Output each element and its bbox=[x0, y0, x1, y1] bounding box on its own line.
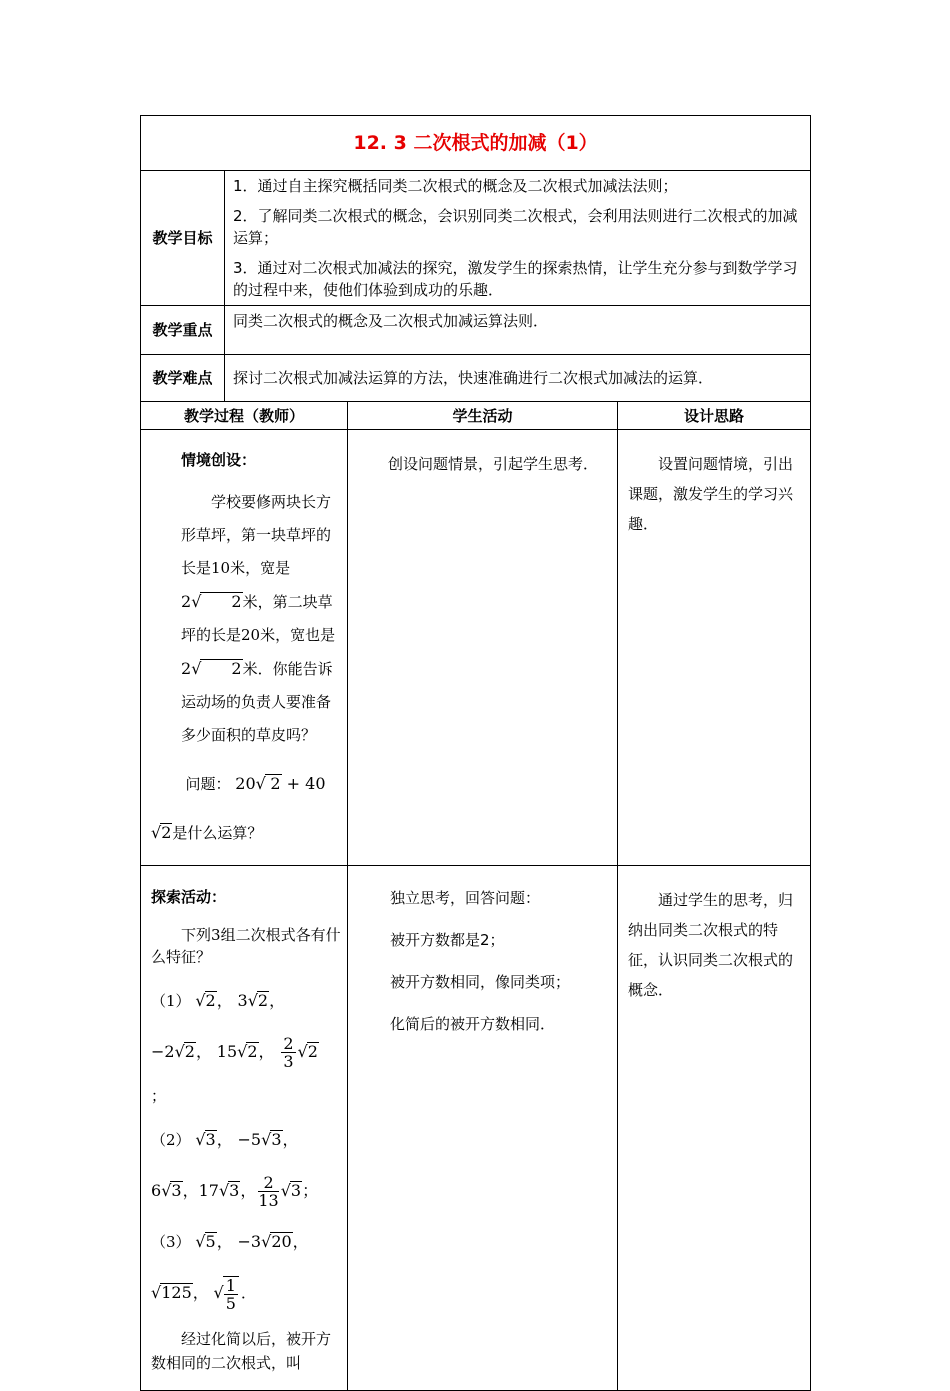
lesson-plan-table bbox=[140, 115, 811, 1391]
scenario-text: 学校要修两块长方形草坪，第一块草坪的长是10米，宽是2√ 2米，第二块草坪的长是20米，宽也是2√ 2米．你能告诉运动场的负责人要准备多少面积的草皮吗？ bbox=[181, 493, 336, 744]
explore-student-cell bbox=[348, 866, 618, 1391]
scenario-student-text: 创设问题情景，引起学生思考． bbox=[388, 455, 599, 473]
group-1: （1） √2， 3√2， bbox=[151, 991, 286, 1010]
group-3: （3） √5， −3√20， bbox=[151, 1232, 309, 1251]
scenario-heading: 情境创设： bbox=[181, 451, 257, 469]
column-header-teacher: 教学过程（教师） bbox=[141, 402, 348, 430]
objective-item: 2．了解同类二次根式的概念，会识别同类二次根式，会利用法则进行二次根式的加减运算； bbox=[233, 207, 798, 247]
scenario-question: 问题： 20√ 2 + 40 bbox=[185, 774, 326, 793]
objectives-label: 教学目标 bbox=[141, 171, 225, 306]
explore-heading: 探索活动： bbox=[151, 888, 227, 906]
group-2: （2） √3， −5√3， bbox=[151, 1130, 299, 1149]
column-header-design: 设计思路 bbox=[618, 402, 811, 430]
explore-design-cell bbox=[618, 866, 811, 1391]
difficulty-label: 教学难点 bbox=[141, 355, 225, 402]
student-line: 被开方数相同，像同类项； bbox=[390, 973, 571, 991]
scenario-design-cell bbox=[618, 430, 811, 866]
explore-tail: 经过化简以后，被开方数相同的二次根式，叫 bbox=[151, 1329, 332, 1372]
page-title: 12. 3 二次根式的加减（1） bbox=[353, 131, 598, 154]
student-line: 被开方数都是2； bbox=[390, 931, 505, 949]
objective-item: 3．通过对二次根式加减法的探究，激发学生的探索热情，让学生充分参与到数学学习的过程中来，使他们体验到成功的乐趣． bbox=[233, 259, 798, 299]
scenario-design-text: 设置问题情境，引出课题，激发学生的学习兴趣． bbox=[628, 455, 794, 533]
title-cell bbox=[141, 116, 811, 171]
difficulty-content: 探讨二次根式加减法运算的方法，快速准确进行二次根式加减法的运算． bbox=[225, 355, 811, 402]
objectives-content bbox=[225, 171, 811, 306]
key-point-content: 同类二次根式的概念及二次根式加减运算法则． bbox=[225, 306, 811, 355]
student-line: 化简后的被开方数相同． bbox=[390, 1015, 556, 1033]
explore-teacher-cell: 探索活动： 下列3组二次根式各有什么特征？ （1） √2， 3√2， −2√2， 15√2， $\frac{2}{3}$ √2 ； （2） √3， −5√3， 6√3，17√3， $\frac{2}{13}$ √3； （3） √5， −3√20， √125， √ $\frac{1}{5}$ ． 经过化简以后，被开方数相同的二次根式，叫 bbox=[141, 866, 348, 1391]
key-point-label: 教学重点 bbox=[141, 306, 225, 355]
scenario-student-cell bbox=[348, 430, 618, 866]
explore-design-text: 通过学生的思考，归纳出同类二次根式的特征，认识同类二次根式的概念． bbox=[628, 891, 794, 999]
explore-intro: 下列3组二次根式各有什么特征？ bbox=[151, 926, 341, 966]
column-header-student: 学生活动 bbox=[348, 402, 618, 430]
student-line: 独立思考，回答问题： bbox=[390, 889, 541, 907]
scenario-teacher-cell: 情境创设： 学校要修两块长方形草坪，第一块草坪的长是10米，宽是2√ 2米，第二块草坪的长是20米，宽也是2√ 2米．你能告诉运动场的负责人要准备多少面积的草皮吗？ 问题： 20√ 2 + 40 √2是什么运算？ bbox=[141, 430, 348, 866]
objective-item: 1．通过自主探究概括同类二次根式的概念及二次根式加减法法则； bbox=[233, 177, 678, 195]
